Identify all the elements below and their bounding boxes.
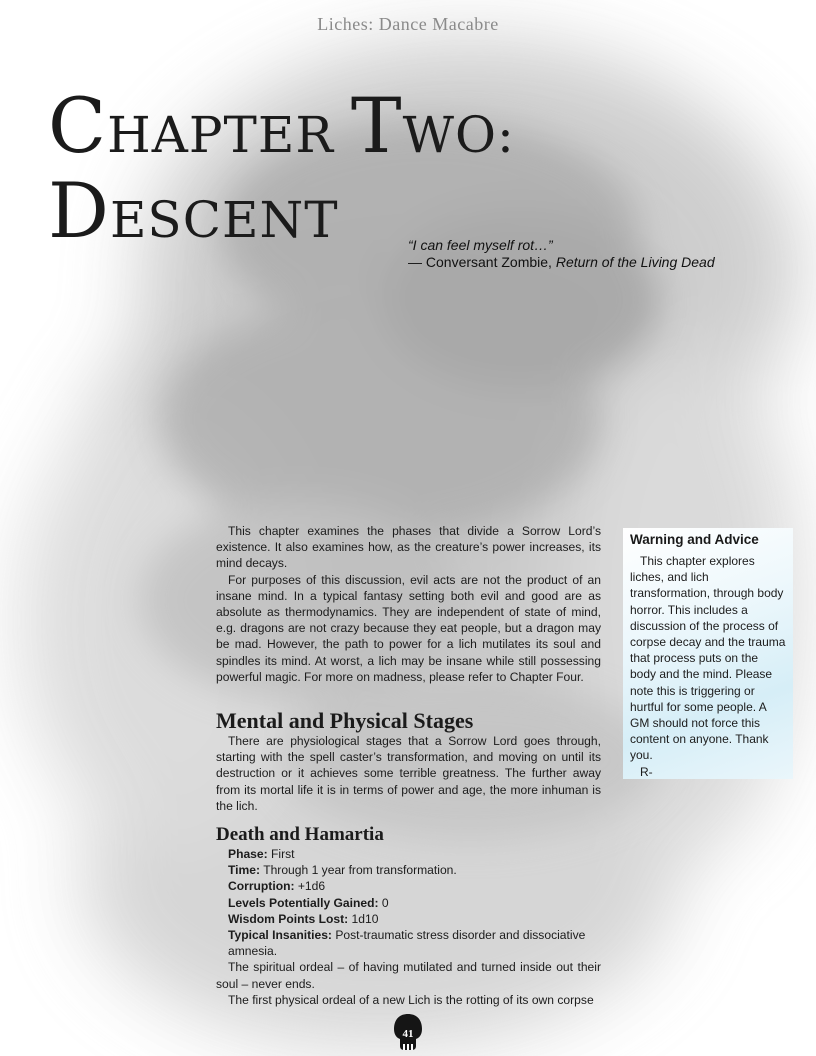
stat-phase: Phase: First	[228, 847, 295, 862]
subsection-paragraph: The first physical ordeal of a new Lich is the rotting of its own corpse	[228, 992, 594, 1007]
epigraph-attribution: — Conversant Zombie, Return of the Living Dead	[408, 254, 715, 270]
warning-sidebar	[623, 528, 793, 779]
sidebar-signature: R-	[640, 764, 653, 779]
subsection-paragraph: The spiritual ordeal – of having mutilated and turned inside out their soul – never ends.	[216, 960, 601, 991]
stat-typical-insanities: Typical Insanities: Post-traumatic stress disorder and dissociative amnesia.	[228, 928, 586, 959]
section-heading: Mental and Physical Stages	[216, 708, 474, 734]
epigraph-work-title: Return of the Living Dead	[555, 254, 715, 270]
stat-levels-gained: Levels Potentially Gained: 0	[228, 895, 389, 910]
intro-paragraph: This chapter examines the phases that divide a Sorrow Lord’s existence. It also examines how, as the creature’s power increases, its mind decays.	[216, 524, 601, 571]
sidebar-body: This chapter explores liches, and lich transformation, through body horror. This includes a discussion of the process of corpse decay and the trauma that process puts on the body and the mind. Please note this is triggering or hurtful for some people. A GM should not force this content on anyone. Thank you.	[630, 554, 786, 763]
skull-icon	[392, 1012, 424, 1052]
sidebar-title: Warning and Advice	[630, 532, 759, 547]
stat-time: Time: Through 1 year from transformation.	[228, 863, 457, 878]
stat-corruption: Corruption: +1d6	[228, 879, 326, 894]
subsection-heading: Death and Hamartia	[216, 824, 384, 846]
chapter-title-line-2: DESCENT	[48, 166, 339, 255]
chapter-title-line-1: CHAPTER TWO:	[48, 81, 515, 170]
running-header: Liches: Dance Macabre	[317, 14, 499, 34]
page-number-badge	[392, 1012, 424, 1052]
stat-wisdom-lost: Wisdom Points Lost: 1d10	[228, 911, 379, 926]
chapter-title	[48, 81, 515, 258]
intro-paragraph: For purposes of this discussion, evil acts are not the product of an insane mind. In a typical fantasy setting both evil and good are as absolute as thermodynamics. They are independent of state of mind, e.g. dragons are not crazy because they eat people, but a dragon may be mad. However, the path to power for a lich mutilates its soul and spindles its mind. At worst, a lich may be insane while still possessing powerful magic. For more on madness, please refer to Chapter Four.	[216, 572, 601, 684]
epigraph-quote: “I can feel myself rot…”	[408, 237, 553, 253]
page-number: 41	[402, 1028, 414, 1040]
section-paragraph: There are physiological stages that a Sorrow Lord goes through, starting with the spell caster’s transformation, and moving on until its destruction or it achieves some terrible greatness. The further away from its mortal life it is in terms of power and age, the more inhuman is the lich.	[216, 734, 601, 813]
body-column	[216, 523, 601, 1008]
epigraph	[408, 237, 788, 271]
